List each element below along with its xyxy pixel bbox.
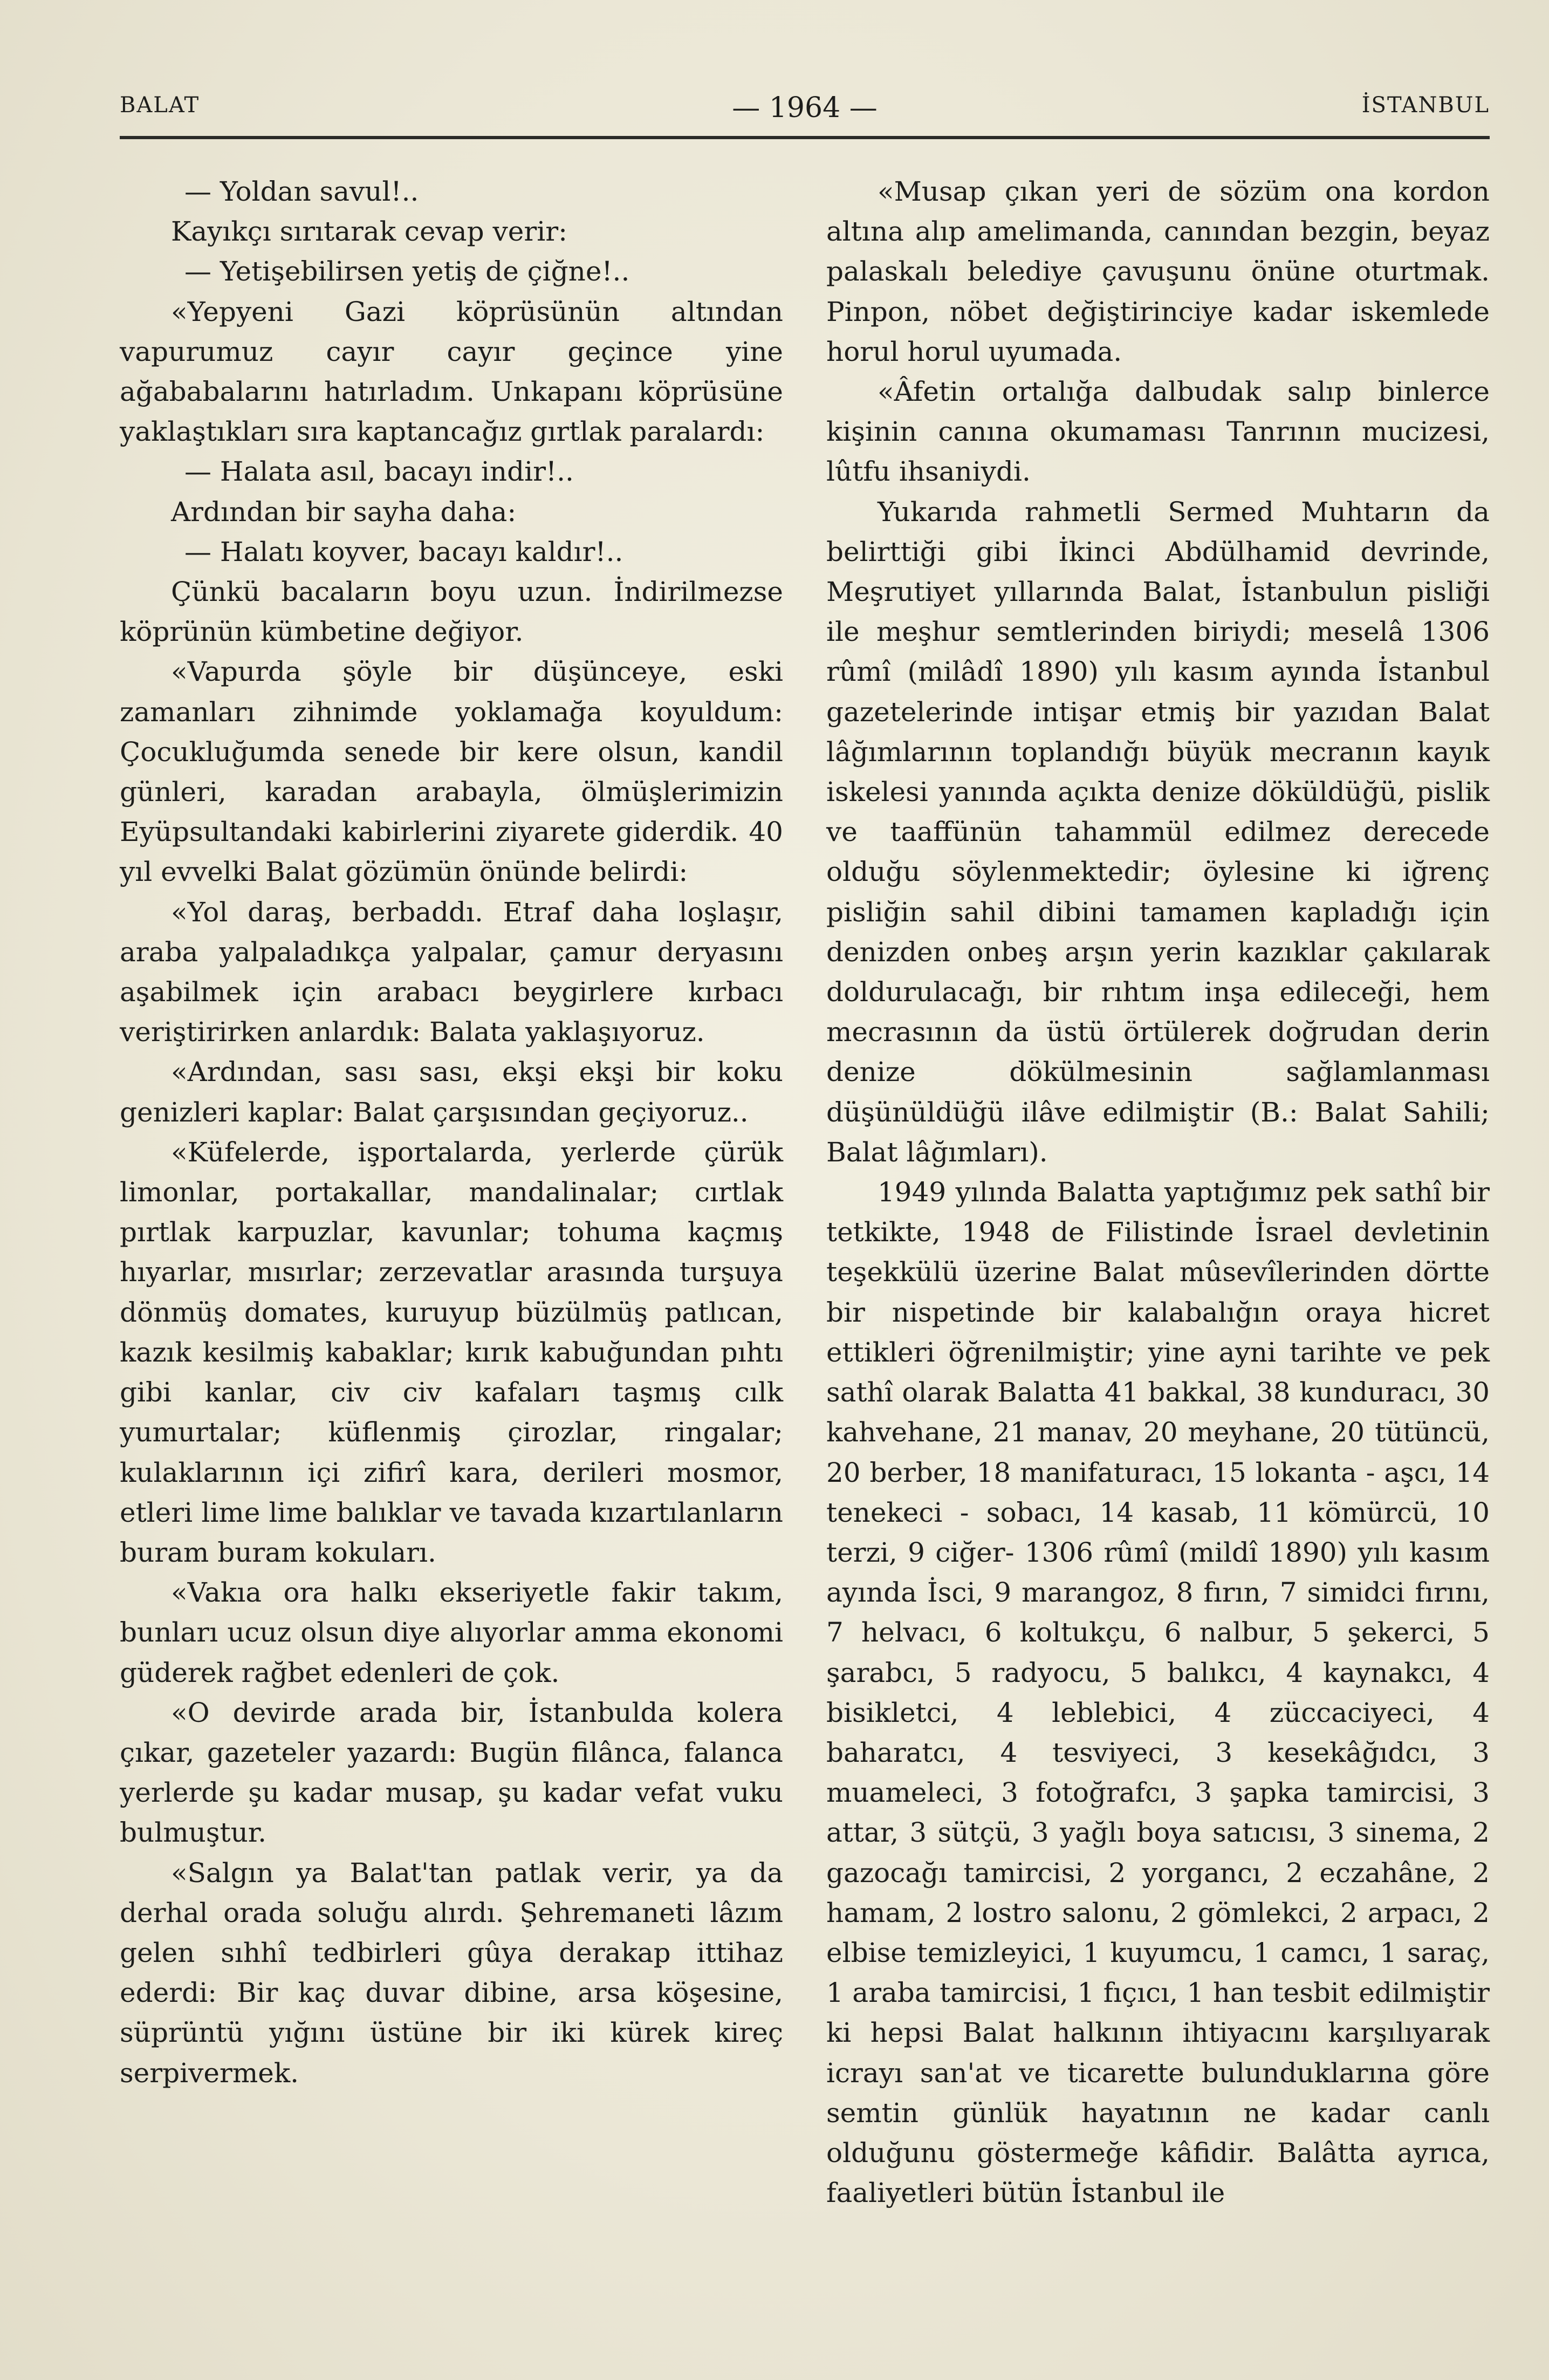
paragraph: «O devirde arada bir, İstanbulda kolera çıkar, gazeteler yazardı: Bugün filânca, falanca yerlerde şu kadar musap, şu kadar vefat vuku bulmuştur.: [120, 1697, 783, 1849]
paragraph: «Yol daraş, berbaddı. Etraf daha loşlaşır, araba yalpaladıkça yalpalar, çamur deryasını aşabilmek için arabacı beygirlere kırbacı veriştirirken anlardık: Balata yaklaşıyoruz.: [120, 896, 783, 1048]
paragraph: «Vapurda şöyle bir düşünceye, eski zamanları zihnimde yoklamağa koyuldum: Çocukluğumda senede bir kere olsun, kandil günleri, karadan arabayla, ölmüşlerimizin Eyüpsultandaki kabirlerini ziyarete giderdik. 40 yıl evvelki Balat gözümün önünde belirdi:: [120, 656, 783, 888]
paragraph: Kayıkçı sırıtarak cevap verir:: [171, 216, 567, 248]
paragraph: «Ardından, sası sası, ekşi ekşi bir koku genizleri kaplar: Balat çarşısından geçiyoruz..: [120, 1056, 783, 1128]
paragraph: — Halatı koyver, bacayı kaldır!..: [184, 536, 623, 567]
running-header: [120, 92, 1490, 129]
header-rule: [120, 136, 1490, 139]
paragraph: «Yepyeni Gazi köprüsünün altından vapurumuz cayır cayır geçince yine ağababalarını hatırladım. Unkapanı köprüsüne yaklaştıkları sıra kaptancağız gırtlak paralardı:: [120, 296, 783, 448]
left-column: [120, 172, 783, 2093]
page-number: — 1964 —: [732, 92, 878, 124]
paragraph: «Küfelerde, işportalarda, yerlerde çürük limonlar, portakallar, mandalinalar; cırtlak pırtlak karpuzlar, kavunlar; tohuma kaçmış hıyarlar, mısırlar; zerzevatlar arasında turşuya dönmüş domates, kuruyup büzülmüş patlıcan, kazık kesilmiş kabaklar; kırık kabuğundan pıhtı gibi kanlar, civ civ kafaları taşmış cılk yumurtalar; küflenmiş çirozlar, ringalar; kulaklarının içi zifirî kara, derileri mosmor, etleri lime lime balıklar ve tavada kızartılanların buram buram kokuları.: [120, 1136, 783, 1568]
paragraph: — Yetişebilirsen yetiş de çiğne!..: [184, 256, 630, 288]
paragraph: — Yoldan savul!..: [184, 176, 419, 207]
paragraph: «Salgın ya Balat'tan patlak verir, ya da derhal orada soluğu alırdı. Şehremaneti lâzım gelen sıhhî tedbirleri gûya derakap ittihaz ederdi: Bir kaç duvar dibine, arsa köşesine, süprüntü yığını üstüne bir iki kürek kireç serpivermek.: [120, 1857, 783, 2089]
header-section-title: BALAT: [120, 93, 200, 118]
paragraph: Ardından bir sayha daha:: [171, 496, 517, 528]
paragraph: 1949 yılında Balatta yaptığımız pek sathî bir tetkikte, 1948 de Filistinde İsrael devletinin teşekkülü üzerine Balat mûsevîlerinden dörtte bir nispetinde bir kalabalığın oraya hicret ettikleri öğrenilmiştir; yine ayni tarihte ve pek sathî olarak Balatta 41 bakkal, 38 kunduracı, 30 kahvehane, 21 manav, 20 meyhane, 20 tütüncü, 20 berber, 18 manifaturacı, 15 lokanta - aşcı, 14 tenekeci - sobacı, 14 kasab, 11 kömürcü, 10 terzi, 9 ciğer- 1306 rûmî (mildî 1890) yılı kasım ayında İsci, 9 marangoz, 8 fırın, 7 simidci fırını, 7 helvacı, 6 koltukçu, 6 nalbur, 5 şekerci, 5 şarabcı, 5 radyocu, 5 balıkcı, 4 kaynakcı, 4 bisikletci, 4 leblebici, 4 züccaciyeci, 4 baharatcı, 4 tesviyeci, 3 kesekâğıdcı, 3 muameleci, 3 fotoğrafcı, 3 şapka tamircisi, 3 attar, 3 sütçü, 3 yağlı boya satıcısı, 3 sinema, 2 gazocağı tamircisi, 2 yorgancı, 2 eczahâne, 2 hamam, 2 lostro salonu, 2 gömlekci, 2 arpacı, 2 elbise temizleyici, 1 kuyumcu, 1 camcı, 1 saraç, 1 araba tamircisi, 1 fıçıcı, 1 han tesbit edilmiştir ki hepsi Balat halkının ihtiyacını karşılıyarak icrayı san'at ve ticarette bulunduklarına göre semtin günlük hayatının ne kadar canlı olduğunu göstermeğe kâfidir. Balâtta ayrıca, faaliyetleri bütün İstanbul ile: [826, 1177, 1490, 2209]
right-column: [826, 172, 1490, 2213]
paragraph: Yukarıda rahmetli Sermed Muhtarın da belirttiği gibi İkinci Abdülhamid devrinde, Meşrutiyet yıllarında Balat, İstanbulun pisliği ile meşhur semtlerinden biriydi; meselâ 1306 rûmî (milâdî 1890) yılı kasım ayında İstanbul gazetelerinde intişar etmiş bir yazıdan Balat lâğımlarının toplandığı büyük mecranın kayık iskelesi yanında açıkta denize döküldüğü, pislik ve taaffünün tahammül edilmez derecede olduğu söylenmektedir; öylesine ki iğrenç pisliğin sahil dibini tamamen kapladığı için denizden onbeş arşın yerin kazıklar çakılarak doldurulacağı, bir rıhtım inşa edileceği, hem mecrasının da üstü örtülerek doğrudan derin denize dökülmesinin sağlamlanması düşünüldüğü ilâve edilmiştir (B.: Balat Sahili; Balat lâğımları).: [826, 496, 1490, 1168]
paragraph: Çünkü bacaların boyu uzun. İndirilmezse köprünün kümbetine değiyor.: [120, 576, 783, 648]
paragraph: — Halata asıl, bacayı indir!..: [184, 456, 574, 488]
paragraph: «Vakıa ora halkı ekseriyetle fakir takım, bunları ucuz olsun diye alıyorlar amma ekonomi güderek rağbet edenleri de çok.: [120, 1577, 783, 1688]
paragraph: «Âfetin ortalığa dalbudak salıp binlerce kişinin canına okumaması Tanrının mucizesi, lûtfu ihsaniydi.: [826, 376, 1490, 488]
header-publication-title: İSTANBUL: [1361, 93, 1490, 118]
paragraph: «Musap çıkan yeri de sözüm ona kordon altına alıp amelimanda, canından bezgin, beyaz palaskalı belediye çavuşunu önüne oturtmak. Pinpon, nöbet değiştirinciye kadar iskemlede horul horul uyumada.: [826, 176, 1490, 367]
